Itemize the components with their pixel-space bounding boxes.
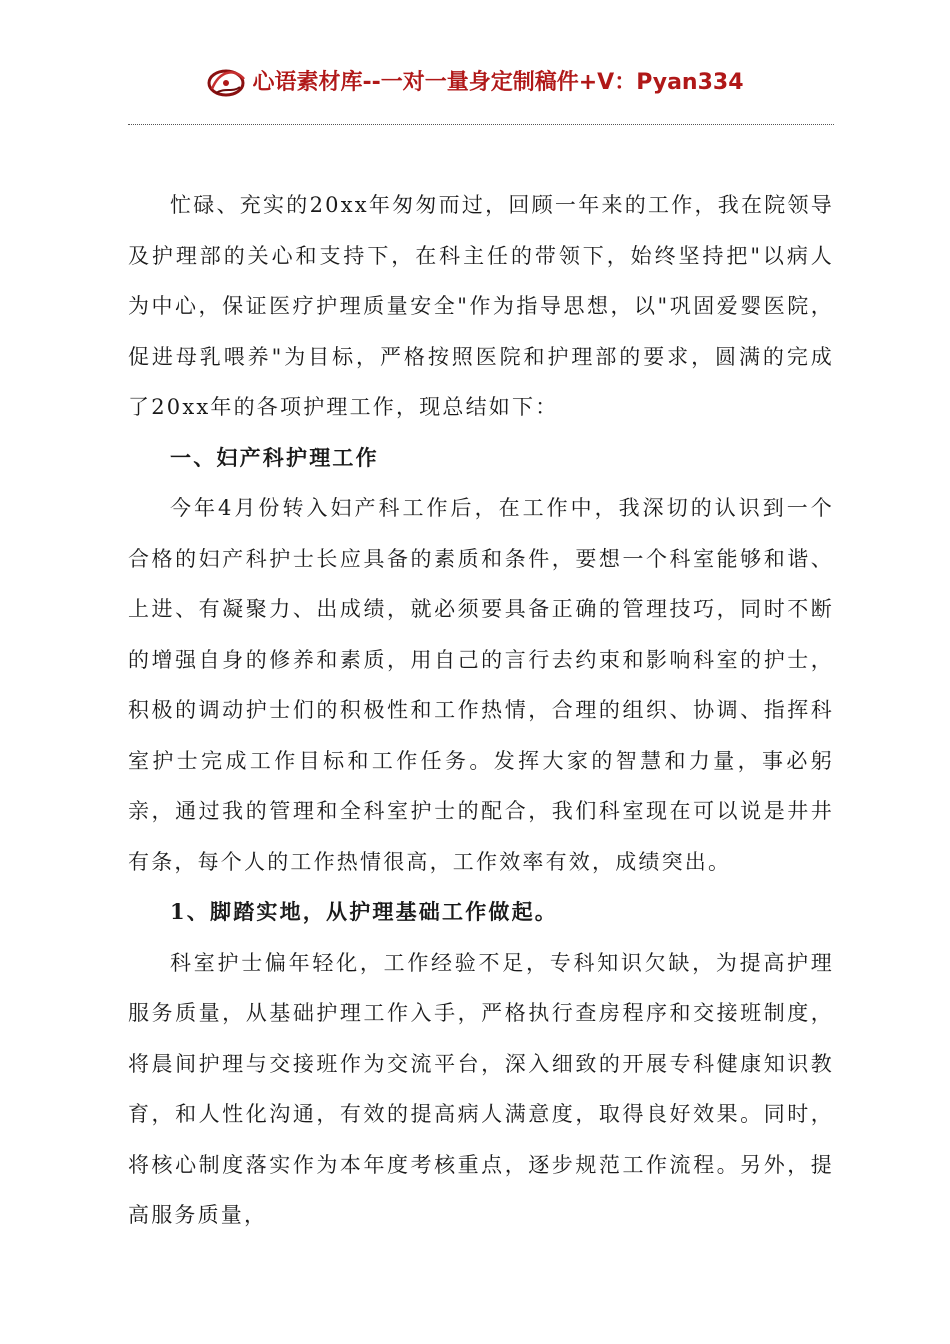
brand-text: 心语素材库--一对一量身定制稿件+V：Pyan334 xyxy=(252,69,744,95)
subsection-paragraph-1: 科室护士偏年轻化，工作经验不足，专科知识欠缺，为提高护理服务质量，从基础护理工作入手，严格执行查房程序和交接班制度，将晨间护理与交接班作为交流平台，深入细致的开展专科健康知识教育，和人性化沟通，有效的提高病人满意度，取得良好效果。同时，将核心制度落实作为本年度考核重点，逐步规范工作流程。另外，提高服务质量， xyxy=(128,950,834,1227)
subsection-heading-1: 1、脚踏实地，从护理基础工作做起。 xyxy=(170,899,559,924)
header-divider xyxy=(128,124,834,125)
section-paragraph-1: 今年4月份转入妇产科工作后，在工作中，我深切的认识到一个合格的妇产科护士长应具备的素质和条件，要想一个科室能够和谐、上进、有凝聚力、出成绩，就必须要具备正确的管理技巧，同时不断的增强自身的修养和素质，用自己的言行去约束和影响科室的护士，积极的调动护士们的积极性和工作热情，合理的组织、协调、指挥科室护士完成工作目标和工作任务。发挥大家的智慧和力量，事必躬亲，通过我的管理和全科室护士的配合，我们科室现在可以说是井井有条，每个人的工作热情很高，工作效率有效，成绩突出。 xyxy=(128,496,834,874)
section-heading-1: 一、妇产科护理工作 xyxy=(170,444,379,470)
page-header xyxy=(0,58,950,102)
document-body xyxy=(128,180,834,1241)
intro-paragraph: 忙碌、充实的20xx年匆匆而过，回顾一年来的工作，我在院领导及护理部的关心和支持下，在科主任的带领下，始终坚持把"以病人为中心，保证医疗护理质量安全"作为指导思想，以"巩固爱婴医院，促进母乳喂养"为目标，严格按照医院和护理部的要求，圆满的完成了20xx年的各项护理工作，现总结如下： xyxy=(128,193,834,419)
swirl-logo-icon xyxy=(206,63,250,101)
